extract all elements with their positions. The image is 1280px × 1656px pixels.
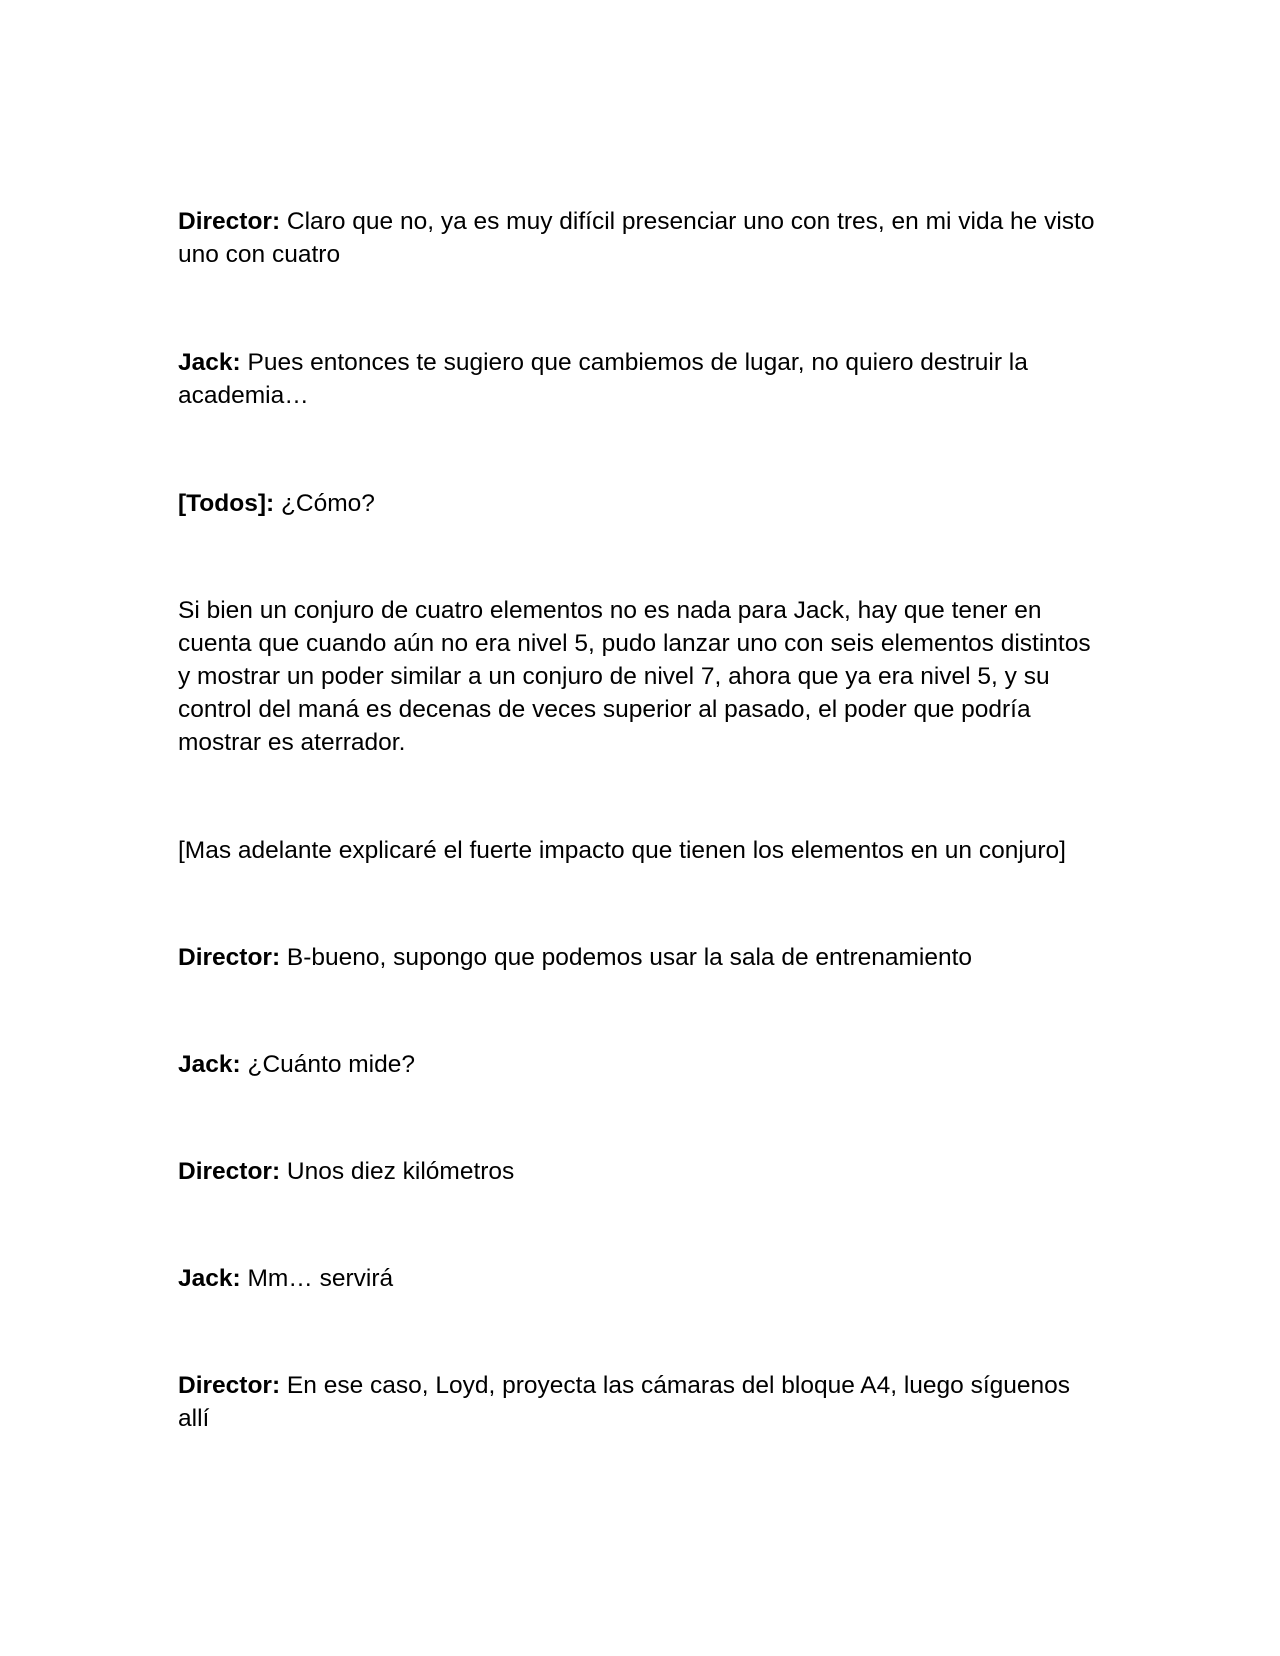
dialogue-paragraph: [178, 1048, 1098, 1081]
speaker-label: Director:: [178, 944, 281, 971]
dialogue-paragraph: [178, 941, 1098, 974]
paragraph-text: En ese caso, Loyd, proyecta las cámaras del bloque A4, luego síguenos allí: [178, 1372, 1071, 1432]
paragraph-text: B-bueno, supongo que podemos usar la sala de entrenamiento: [280, 944, 973, 971]
speaker-label: Jack:: [178, 1051, 241, 1078]
paragraph-text: ¿Cómo?: [274, 490, 375, 517]
paragraph-text: Unos diez kilómetros: [280, 1158, 515, 1185]
narrative-paragraph: [178, 594, 1098, 759]
speaker-label: Director:: [178, 1158, 281, 1185]
paragraph-text: [Mas adelante explicaré el fuerte impacto que tienen los elementos en un conjuro]: [178, 837, 1066, 864]
paragraph-text: Pues entonces te sugiero que cambiemos de lugar, no quiero destruir la academia…: [178, 349, 1028, 409]
dialogue-paragraph: [178, 1369, 1098, 1435]
paragraph-text: Si bien un conjuro de cuatro elementos no es nada para Jack, hay que tener en cuenta que cuando aún no era nivel 5, pudo lanzar uno con seis elementos distintos y mostrar un poder similar a un conjuro de nivel 7, ahora que ya era nivel 5, y su control del maná es decenas de veces superior al pasado, el poder que podría mostrar es aterrador.: [178, 597, 1091, 756]
dialogue-paragraph: [178, 1262, 1098, 1295]
paragraph-text: Claro que no, ya es muy difícil presenciar uno con tres, en mi vida he visto uno con cuatro: [178, 208, 1095, 268]
speaker-label: Director:: [178, 208, 281, 235]
dialogue-paragraph: [178, 1155, 1098, 1188]
speaker-label: Jack:: [178, 1265, 241, 1292]
dialogue-paragraph: [178, 487, 1098, 520]
speaker-label: [Todos]:: [178, 490, 275, 517]
paragraph-text: ¿Cuánto mide?: [240, 1051, 415, 1078]
speaker-label: Jack:: [178, 349, 241, 376]
dialogue-paragraph: [178, 205, 1098, 271]
speaker-label: Director:: [178, 1372, 281, 1399]
dialogue-paragraph: [178, 346, 1098, 412]
paragraph-text: Mm… servirá: [240, 1265, 394, 1292]
author-note-paragraph: [178, 834, 1098, 867]
